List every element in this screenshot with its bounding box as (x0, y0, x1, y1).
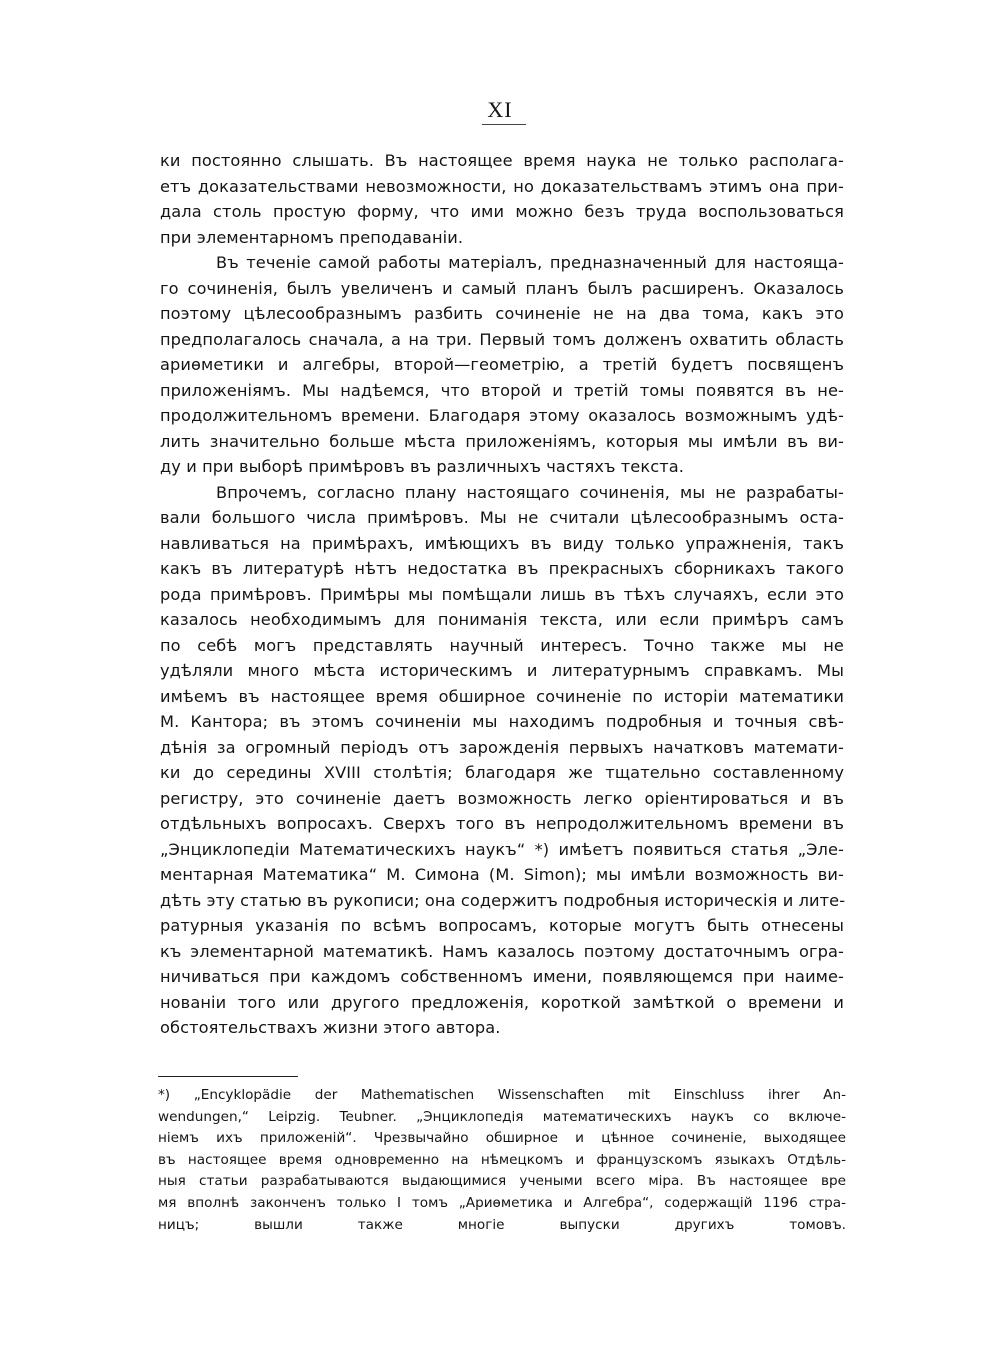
footnote-line: ныя статьи разрабатываются выдающимися учеными всего міра. Въ настоящее вре (158, 1173, 846, 1190)
text-line: удѣляли много мѣста историческимъ и литературнымъ справкамъ. Мы (160, 661, 844, 680)
text-line: навливаться на примѣрахъ, имѣющихъ въ виду только упражненія, такъ (160, 533, 844, 553)
text-line: ратурныя указанія по всѣмъ вопросамъ, которые могутъ быть отнесены (160, 916, 844, 935)
text-line: ментарная Математика“ М. Симона (M. Simon); мы имѣли возможность ви- (160, 865, 844, 884)
text-line: обстоятельствахъ жизни этого автора. (160, 1018, 501, 1037)
text-line: поэтому цѣлесообразнымъ разбить сочиненіе не на два тома, какъ это (160, 304, 844, 323)
page-number-rule (482, 124, 526, 125)
text-line: при элементарномъ преподаваніи. (160, 227, 464, 247)
text-line: лить значительно больше мѣста приложеніямъ, которыя мы имѣли въ ви- (160, 431, 844, 451)
text-line: казалось необходимымъ для пониманія текста, или если примѣръ самъ (160, 610, 844, 629)
text-line: какъ въ литературѣ нѣтъ недостатка въ прекрасныхъ сборникахъ такого (160, 559, 844, 578)
text-line: ничиваться при каждомъ собственномъ имени, появляющемся при наиме- (160, 967, 844, 986)
text-line: нованіи того или другого предложенія, короткой замѣткой о времени и (160, 992, 844, 1012)
text-line: М. Кантора; въ этомъ сочиненіи мы находимъ подробныя и точныя свѣ- (160, 712, 844, 731)
text-line: Впрочемъ, согласно плану настоящаго сочиненія, мы не разрабаты- (216, 482, 844, 502)
text-line: рода примѣровъ. Примѣры мы помѣщали лишь въ тѣхъ случаяхъ, если это (160, 584, 844, 604)
text-line: продолжительномъ времени. Благодаря этому оказалось возможнымъ удѣ- (160, 406, 844, 425)
paragraph-3 (160, 480, 844, 1041)
footnote-line: мя вполнѣ законченъ только I томъ „Ариѳметика и Алгебра“, содержащій 1196 стра- (158, 1194, 846, 1211)
footnote-line: ніемъ ихъ приложеній“. Чрезвычайно обширное и цѣнное сочиненіе, выходящее (158, 1130, 846, 1147)
paragraph-1 (160, 148, 844, 250)
text-line: „Энциклопедіи Математическихъ наукъ“ *) имѣетъ появиться статья „Эле- (160, 839, 844, 859)
text-line: ду и при выборѣ примѣровъ въ различныхъ частяхъ текста. (160, 457, 685, 476)
text-line: дѣнія за огромный періодъ отъ зарожденія первыхъ начатковъ математи- (160, 737, 844, 757)
text-line: приложеніямъ. Мы надѣемся, что второй и третій томы появятся въ не- (160, 380, 844, 400)
text-line: къ элементарной математикѣ. Намъ казалось поэтому достаточнымъ огра- (160, 941, 844, 961)
text-line: ариѳметики и алгебры, второй—геометрію, а третій будетъ посвященъ (160, 355, 844, 374)
text-line: го сочиненія, былъ увеличенъ и самый планъ былъ расширенъ. Оказалось (160, 278, 844, 298)
footnote-rule (158, 1076, 298, 1077)
text-line: ки постоянно слышать. Въ настоящее время наука не только располага- (160, 151, 844, 170)
text-line: вали большого числа примѣровъ. Мы не считали цѣлесообразнымъ оста- (160, 508, 844, 527)
footnote-line: въ настоящее время одновременно на нѣмецкомъ и французскомъ языкахъ Отдѣль- (158, 1151, 846, 1168)
text-line: регистру, это сочиненіе даетъ возможность легко оріентироваться и въ (160, 788, 844, 808)
text-line: отдѣльныхъ вопросахъ. Сверхъ того въ непродолжительномъ времени въ (160, 814, 844, 833)
footnote (158, 1085, 846, 1236)
paragraph-2 (160, 250, 844, 480)
text-line: Въ теченіе самой работы матеріалъ, предназначенный для настояща- (216, 253, 844, 272)
footnote-line: *) „Encyklopädie der Mathematischen Wissenschaften mit Einschluss ihrer An- (158, 1087, 846, 1103)
main-text (160, 148, 844, 1041)
text-line: ки до середины XVIII столѣтія; благодаря же тщательно составленному (160, 763, 844, 782)
text-line: по себѣ могъ представлять научный интересъ. Точно также мы не (160, 635, 844, 655)
text-line: дала столь простую форму, что ими можно безъ труда воспользоваться (160, 202, 844, 221)
footnote-line: wendungen,“ Leipzig. Teubner. „Энциклопедія математическихъ наукъ со включе- (158, 1108, 846, 1125)
text-line: етъ доказательствами невозможности, но доказательствамъ этимъ она при- (160, 176, 844, 196)
text-line: имѣемъ въ настоящее время обширное сочиненіе по исторіи математики (160, 686, 844, 706)
page-number: XI (487, 97, 513, 122)
footnote-line: ницъ; вышли также многіе выпуски другихъ томовъ. (158, 1216, 846, 1233)
text-line: дѣть эту статью въ рукописи; она содержитъ подробныя историческія и литe- (160, 890, 846, 910)
text-line: предполагалось сначала, а на три. Первый томъ долженъ охватить область (160, 329, 844, 349)
